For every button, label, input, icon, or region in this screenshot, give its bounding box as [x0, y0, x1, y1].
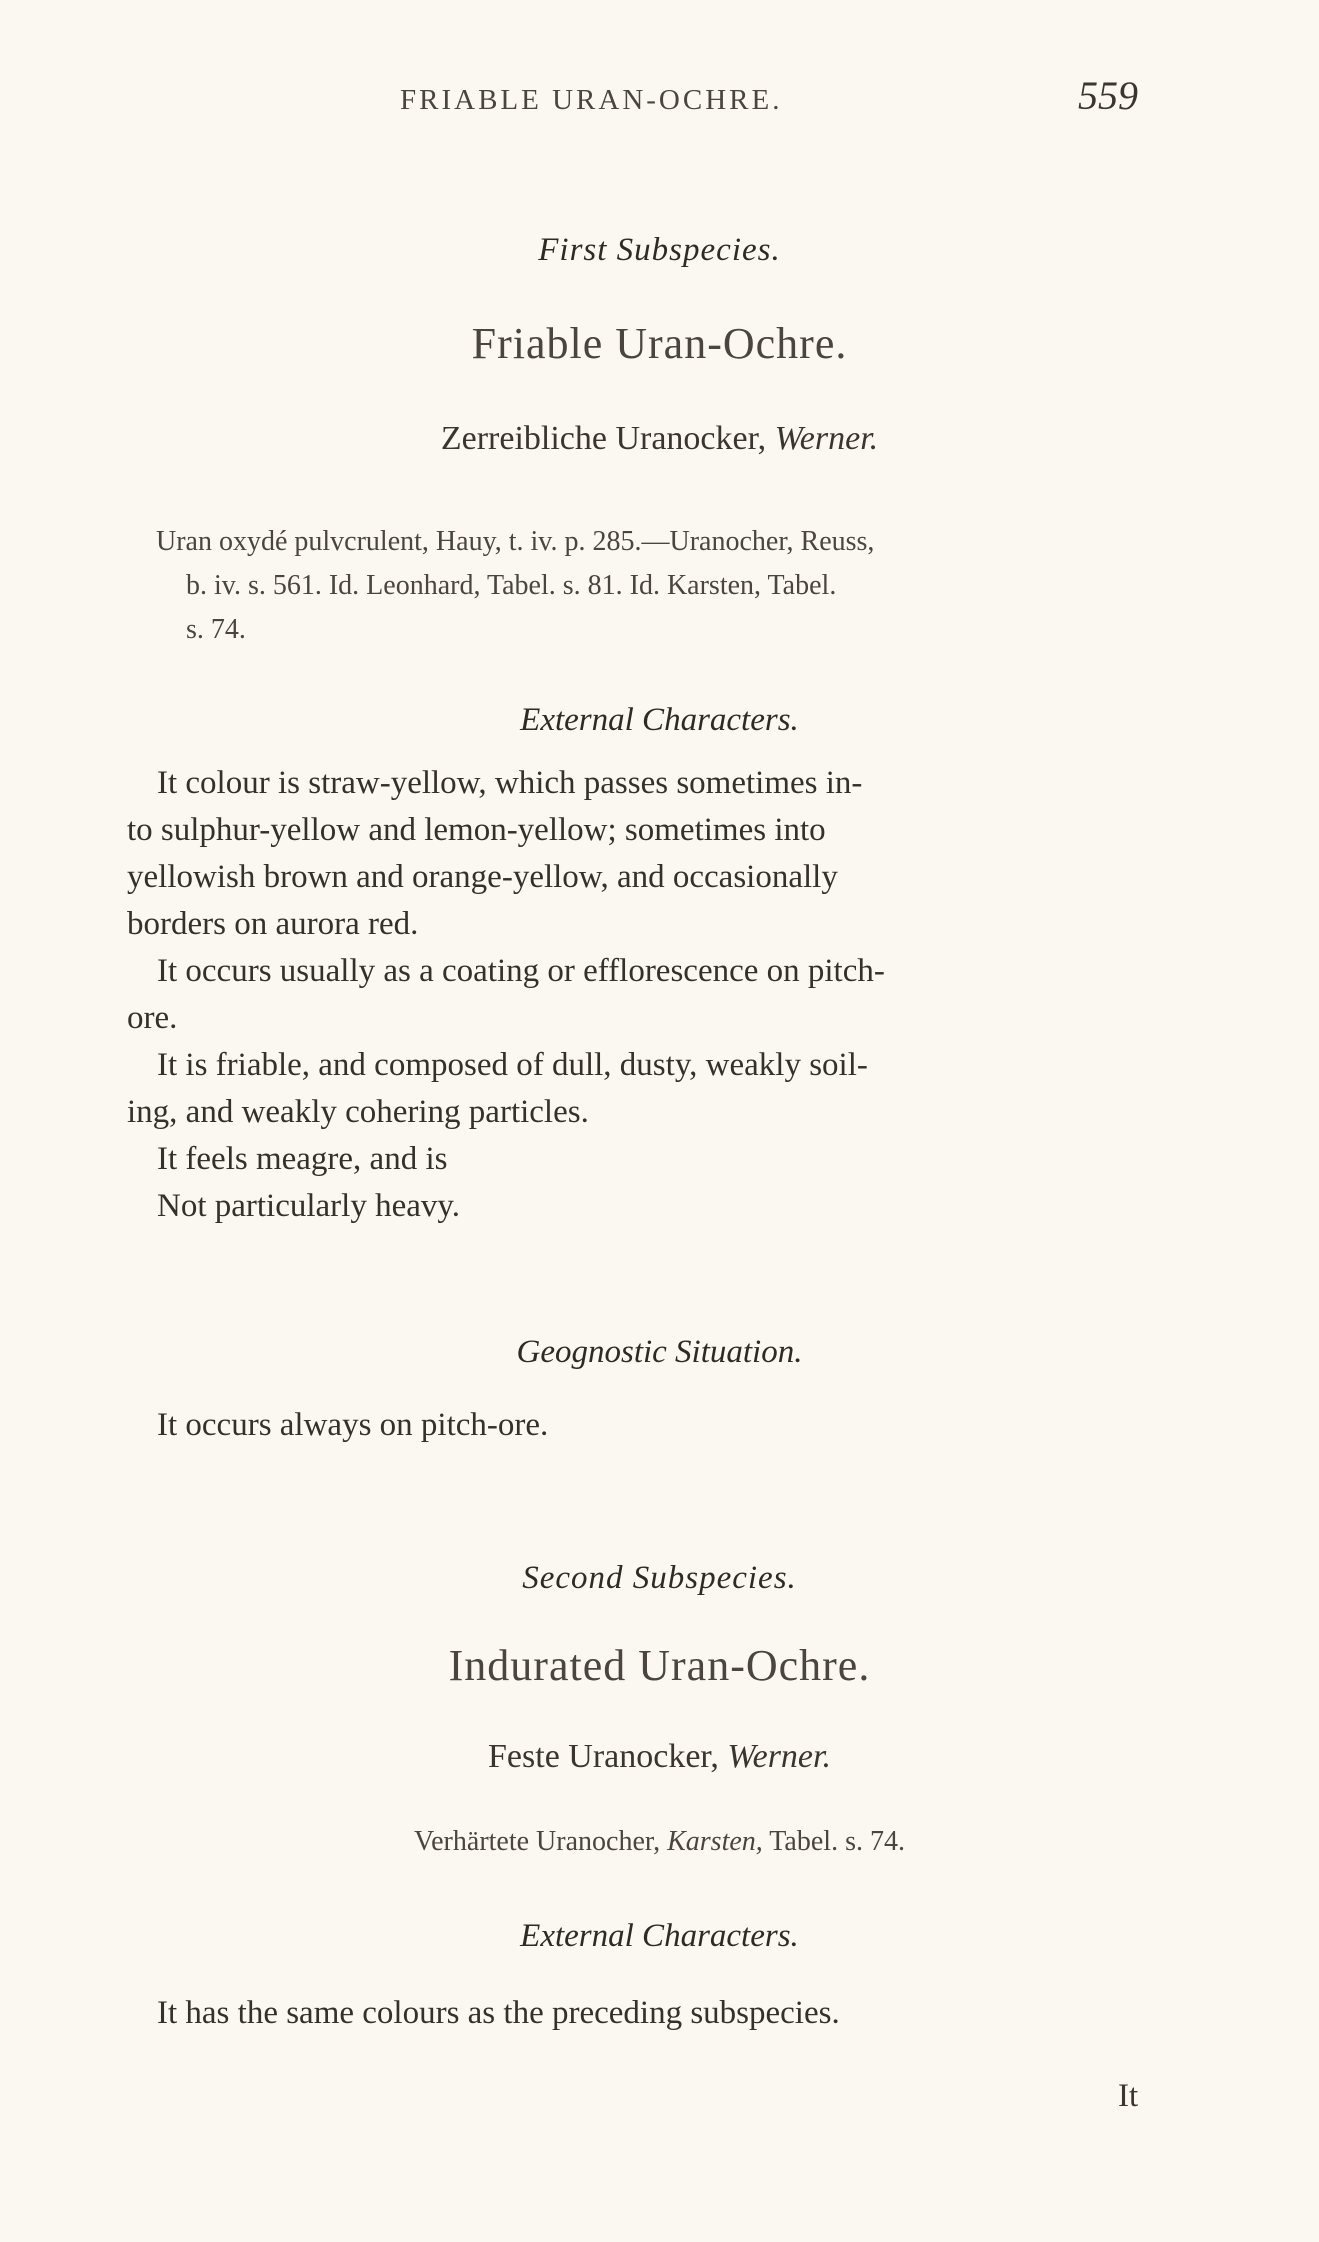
synonymy-author: Karsten, — [667, 1826, 763, 1857]
second-german-name: Feste Uranocker, — [488, 1738, 719, 1775]
paragraph — [127, 1042, 1167, 1136]
first-external-text — [127, 760, 1167, 1230]
second-subspecies-title: Indurated Uran-Ochre. — [448, 1641, 871, 1690]
geognostic-text-block — [157, 1402, 1167, 1449]
second-german-author: Werner. — [727, 1738, 831, 1775]
text-line: borders on aurora red. — [127, 906, 419, 942]
first-subspecies-title: Friable Uran-Ochre. — [471, 319, 848, 368]
first-german-name-line — [0, 420, 1319, 458]
paragraph — [157, 1183, 1167, 1230]
paragraph — [127, 760, 1167, 948]
text-line: Not particularly heavy. — [157, 1188, 460, 1224]
text-line: It occurs usually as a coating or efflorescence on pitch- — [157, 953, 885, 989]
synonymy-start: Verhärtete Uranocher, — [414, 1826, 661, 1857]
synonymy-line: b. iv. s. 561. Id. Leonhard, Tabel. s. 81. Id. Karsten, Tabel. — [186, 570, 837, 601]
geognostic-text: It occurs always on pitch-ore. — [157, 1407, 549, 1443]
page-number: 559 — [1078, 73, 1138, 118]
synonymy-line: Uran oxydé pulvcrulent, Hauy, t. iv. p. 285.—Uranocher, Reuss, — [156, 526, 875, 557]
text-line: ore. — [127, 1000, 178, 1036]
first-german-author: Werner. — [774, 420, 879, 457]
second-external-text-block — [157, 1990, 1167, 2037]
synonymy-line: s. 74. — [186, 614, 246, 645]
first-german-name: Zerreibliche Uranocker, — [440, 420, 767, 457]
second-external-text: It has the same colours as the preceding subspecies. — [157, 1995, 840, 2031]
second-subspecies-label: Second Subspecies. — [522, 1560, 797, 1596]
text-line: It is friable, and composed of dull, dusty, weakly soil- — [157, 1047, 868, 1083]
running-title: FRIABLE URAN-OCHRE. — [400, 84, 783, 116]
first-subspecies-label: First Subspecies. — [538, 232, 781, 268]
second-external-heading: External Characters. — [520, 1918, 799, 1954]
paragraph — [127, 948, 1167, 1042]
second-german-name-line — [0, 1738, 1319, 1776]
text-line: It colour is straw-yellow, which passes sometimes in- — [157, 765, 863, 801]
first-external-heading: External Characters. — [520, 702, 799, 738]
text-line: It feels meagre, and is — [157, 1141, 448, 1177]
first-synonymy — [126, 520, 1176, 652]
text-line: to sulphur-yellow and lemon-yellow; sometimes into — [127, 812, 826, 848]
text-line: yellowish brown and orange-yellow, and occasionally — [127, 859, 838, 895]
text-line: ing, and weakly cohering particles. — [127, 1094, 589, 1130]
catchword: It — [1118, 2078, 1139, 2114]
synonymy-end: Tabel. s. 74. — [769, 1826, 905, 1857]
paragraph — [157, 1136, 1167, 1183]
geognostic-heading: Geognostic Situation. — [516, 1334, 803, 1370]
second-synonymy — [0, 1826, 1319, 1858]
